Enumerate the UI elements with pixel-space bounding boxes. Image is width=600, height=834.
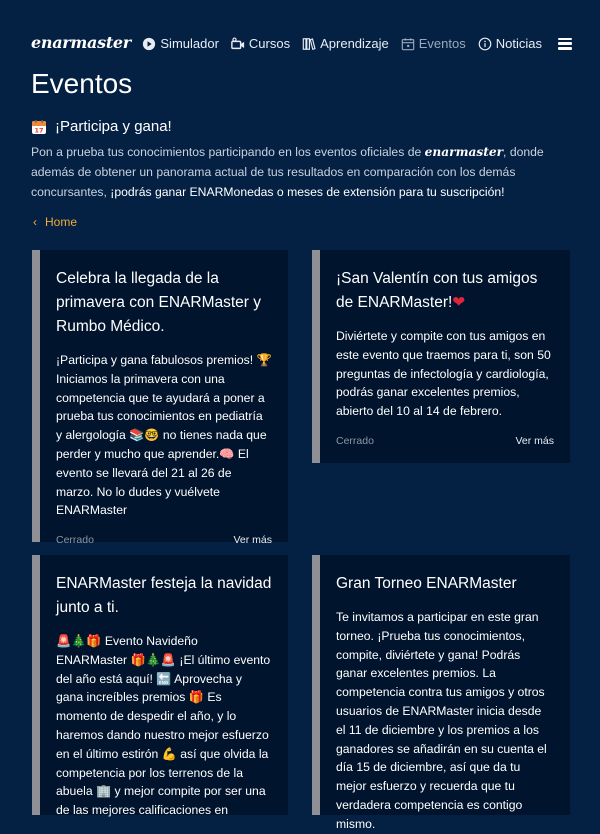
breadcrumb[interactable]	[33, 215, 77, 229]
brand-logo[interactable]: enarmaster	[31, 33, 131, 52]
calendar-icon	[401, 37, 415, 51]
nav-label: Aprendizaje	[320, 36, 389, 51]
svg-text:17: 17	[34, 126, 44, 134]
intro-heading	[31, 118, 172, 135]
event-status: Cerrado	[56, 534, 94, 547]
nav-label: Cursos	[248, 36, 291, 51]
nav-item-simulador[interactable]	[142, 36, 219, 51]
event-title: Gran Torneo ENARMaster	[336, 575, 517, 592]
hamburger-menu-icon[interactable]	[558, 38, 572, 50]
nav-label: Noticias	[495, 36, 542, 51]
breadcrumb-home[interactable]: Home	[45, 215, 78, 229]
event-footer	[336, 435, 554, 447]
event-description: ¡Participa y gana fabulosos premios! 🏆 Iniciamos la primavera con una competencia que te ayudará a poner a prueba tus conocimientos en pediatría y alergología 📚🤓 no tienes nada que perder y mucho que aprender.🧠 El evento se llevará del 21 al 26 de marzo. No lo dudes y vuélvete ENARMaster	[56, 353, 272, 518]
nav-item-noticias[interactable]	[478, 36, 542, 51]
nav-label: Eventos	[418, 36, 466, 51]
intro-paragraph	[31, 142, 576, 202]
nav-label: Simulador	[160, 36, 219, 51]
event-card[interactable]	[312, 555, 570, 831]
chevron-left-icon: ‹	[33, 215, 37, 229]
event-footer	[56, 534, 272, 546]
nav-links	[130, 36, 572, 51]
see-more-link[interactable]: Ver más	[233, 534, 272, 547]
event-title-text: ¡San Valentín con tus amigos de ENARMaster!	[336, 270, 538, 311]
event-description: Diviértete y compite con tus amigos en este evento que traemos para ti, son 50 preguntas de infectología y cardiología, podrás ganar excelentes premios, abierto del 10 al 14 de febrero.	[336, 329, 551, 419]
nav-item-eventos[interactable]	[401, 36, 466, 51]
page-title: Eventos	[31, 68, 133, 99]
intro-highlight: ¡podrás ganar ENARMonedas o meses de extensión para tu suscripción!	[110, 185, 505, 199]
see-more-link[interactable]: Ver más	[515, 434, 554, 447]
info-circle-icon	[478, 37, 492, 51]
calendar-emoji-icon	[31, 119, 47, 135]
event-status: Cerrado	[336, 434, 374, 447]
event-title	[336, 267, 554, 315]
nav-item-aprendizaje[interactable]	[302, 36, 389, 51]
event-card[interactable]	[32, 555, 288, 818]
video-camera-icon	[231, 37, 245, 51]
event-card[interactable]	[32, 250, 288, 547]
heart-icon: ❤	[452, 294, 466, 311]
intro-brand: enarmaster	[424, 145, 504, 159]
intro-heading-text: ¡Participa y gana!	[55, 118, 172, 135]
event-card[interactable]	[312, 250, 570, 463]
event-description: Te invitamos a participar en este gran torneo. ¡Prueba tus conocimientos, compite, diviértete y gana! Podrás ganar excelentes premios. La competencia contra tus amigos y otros usuarios de ENARMaster inicia desde el 11 de diciembre y los premios a los ganadores se añadirán en su cuenta el día 15 de diciembre, así que da tu mejor esfuerzo y recuerda que tu verdadera competencia es contigo mismo.	[336, 610, 547, 831]
nav-item-cursos[interactable]	[231, 36, 290, 51]
intro-text-part: Pon a prueba tus conocimientos participando en los eventos oficiales de	[31, 145, 425, 159]
books-icon	[302, 37, 316, 51]
event-description: 🚨🎄🎁 Evento Navideño ENARMaster 🎁🎄🚨 ¡El último evento del año está aquí! 🔚 Aprovecha y gana increíbles premios 🎁 Es momento de despedir el año, y lo haremos dando nuestro mejor esfuerzo en el último estirón 💪 así que olvida la competencia por los terrenos de la abuela 🏢 y mejor compite por ser una de las mejores calificaciones en	[56, 634, 271, 818]
play-circle-icon	[142, 37, 156, 51]
intro-text-part: , donde además de obtener un panorama actual de tus resultados en comparación con los demás concursantes,	[31, 145, 544, 199]
event-title: Celebra la llegada de la primavera con ENARMaster y Rumbo Médico.	[56, 270, 262, 335]
event-title: ENARMaster festeja la navidad junto a ti.	[56, 575, 272, 616]
